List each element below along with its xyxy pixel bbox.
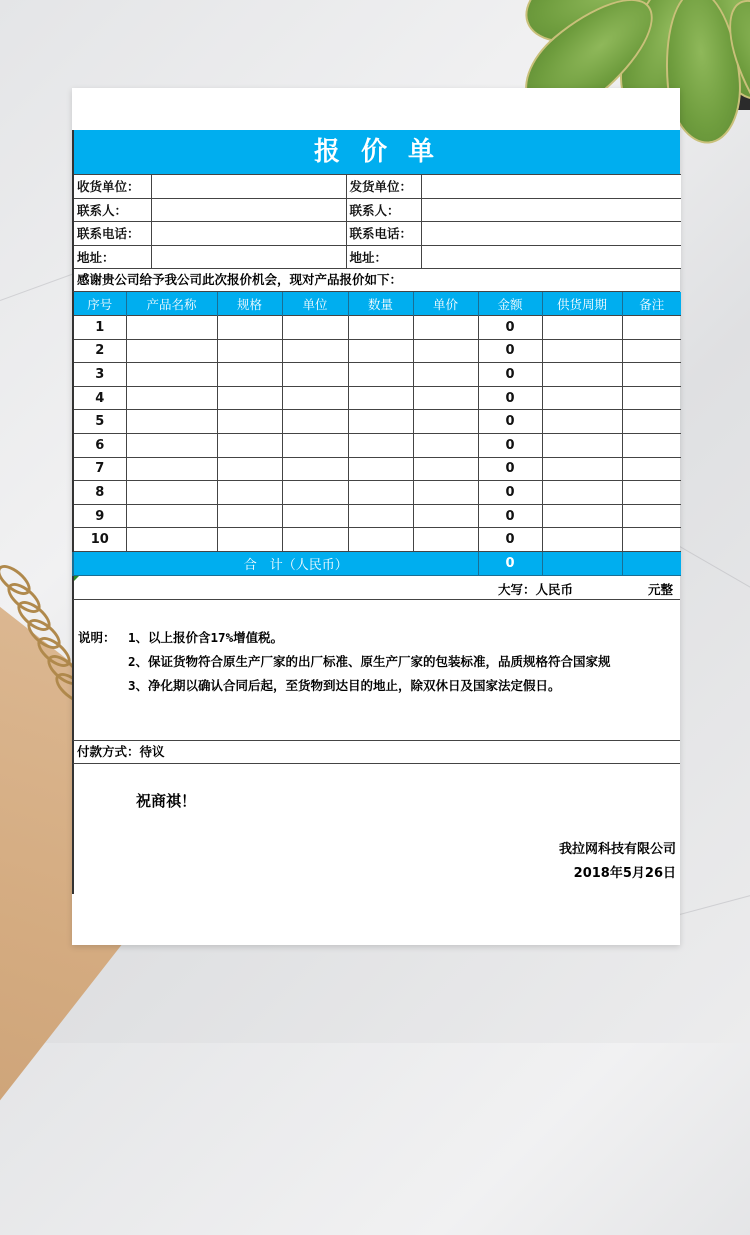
cell-spec[interactable] — [217, 528, 282, 552]
cell-supply-period[interactable] — [542, 481, 622, 505]
cell-unit[interactable] — [282, 528, 348, 552]
cell-index: 3 — [73, 363, 126, 387]
cell-amount: 0 — [478, 316, 542, 340]
notebook-spiral-rings — [0, 570, 80, 730]
cell-comment-marker — [74, 576, 79, 581]
cell-remarks[interactable] — [622, 528, 681, 552]
cell-amount: 0 — [478, 504, 542, 528]
receiver-field[interactable] — [151, 175, 346, 199]
table-row — [73, 457, 681, 481]
cell-unit-price[interactable] — [413, 386, 478, 410]
total-label: 合 计（人民币） — [73, 551, 478, 575]
cell-unit[interactable] — [282, 504, 348, 528]
cell-amount: 0 — [478, 386, 542, 410]
cell-quantity[interactable] — [348, 316, 413, 340]
info-row — [73, 245, 681, 269]
note-item-1: 1、以上报价含17%增值税。 — [128, 629, 284, 645]
cell-spec[interactable] — [217, 316, 282, 340]
cell-spec[interactable] — [217, 481, 282, 505]
col-header-amount: 金额 — [478, 292, 542, 316]
col-header-quantity: 数量 — [348, 292, 413, 316]
cell-unit[interactable] — [282, 339, 348, 363]
cell-index: 1 — [73, 316, 126, 340]
quotation-items-table — [72, 292, 681, 576]
cell-amount: 0 — [478, 528, 542, 552]
greeting: 祝商祺！ — [136, 791, 197, 810]
notes-label: 说明： — [78, 629, 116, 645]
cell-unit[interactable] — [282, 457, 348, 481]
cell-quantity[interactable] — [348, 481, 413, 505]
cell-unit-price[interactable] — [413, 363, 478, 387]
table-row — [73, 481, 681, 505]
cell-remarks[interactable] — [622, 339, 681, 363]
col-header-unit: 单位 — [282, 292, 348, 316]
cell-amount: 0 — [478, 410, 542, 434]
table-row — [73, 386, 681, 410]
cell-remarks[interactable] — [622, 386, 681, 410]
table-row — [73, 433, 681, 457]
cell-index: 2 — [73, 339, 126, 363]
col-header-unit-price: 单价 — [413, 292, 478, 316]
total-remarks-cell — [622, 551, 681, 575]
sender-label: 发货单位： — [346, 175, 421, 199]
cell-spec[interactable] — [217, 457, 282, 481]
total-supply-period-cell — [542, 551, 622, 575]
cell-index: 4 — [73, 386, 126, 410]
amount-in-words-row — [72, 576, 680, 600]
cell-supply-period[interactable] — [542, 504, 622, 528]
cell-supply-period[interactable] — [542, 528, 622, 552]
cell-unit[interactable] — [282, 316, 348, 340]
col-header-index: 序号 — [73, 292, 126, 316]
cell-product-name[interactable] — [126, 433, 217, 457]
receiver-address-label: 地址： — [73, 245, 151, 269]
cell-product-name[interactable] — [126, 386, 217, 410]
receiver-address-field[interactable] — [151, 245, 346, 269]
cell-spec[interactable] — [217, 386, 282, 410]
table-row — [73, 339, 681, 363]
sender-address-label: 地址： — [346, 245, 421, 269]
cell-quantity[interactable] — [348, 386, 413, 410]
cell-spec[interactable] — [217, 339, 282, 363]
cell-supply-period[interactable] — [542, 433, 622, 457]
cell-quantity[interactable] — [348, 410, 413, 434]
cell-product-name[interactable] — [126, 504, 217, 528]
cell-unit-price[interactable] — [413, 504, 478, 528]
cell-product-name[interactable] — [126, 339, 217, 363]
table-row — [73, 504, 681, 528]
table-header-row — [73, 292, 681, 316]
cell-quantity[interactable] — [348, 363, 413, 387]
table-body — [73, 316, 681, 552]
cell-unit-price[interactable] — [413, 528, 478, 552]
cell-unit-price[interactable] — [413, 316, 478, 340]
party-info-table — [72, 174, 681, 269]
sender-address-field[interactable] — [421, 245, 681, 269]
info-row — [73, 222, 681, 246]
table-row — [73, 528, 681, 552]
quote-date: 2018年5月26日 — [573, 865, 676, 881]
amount-in-words-suffix: 元整 — [648, 581, 674, 597]
note-item-2: 2、保证货物符合原生产厂家的出厂标准、原生产厂家的包装标准，品质规格符合国家规 — [128, 653, 611, 669]
cell-unit-price[interactable] — [413, 433, 478, 457]
cell-product-name[interactable] — [126, 528, 217, 552]
cell-unit[interactable] — [282, 363, 348, 387]
company-name: 我拉网科技有限公司 — [558, 841, 676, 857]
cell-quantity[interactable] — [348, 528, 413, 552]
cell-quantity[interactable] — [348, 339, 413, 363]
cell-spec[interactable] — [217, 410, 282, 434]
receiver-contact-field[interactable] — [151, 198, 346, 222]
cell-index: 9 — [73, 504, 126, 528]
cell-product-name[interactable] — [126, 316, 217, 340]
quotation-sheet — [72, 130, 680, 894]
cell-amount: 0 — [478, 457, 542, 481]
cell-remarks[interactable] — [622, 433, 681, 457]
table-row — [73, 316, 681, 340]
payment-terms: 付款方式：待议 — [72, 741, 680, 764]
cell-unit[interactable] — [282, 481, 348, 505]
cell-quantity[interactable] — [348, 433, 413, 457]
cell-supply-period[interactable] — [542, 339, 622, 363]
sender-field[interactable] — [421, 175, 681, 199]
table-row — [73, 410, 681, 434]
cell-remarks[interactable] — [622, 363, 681, 387]
cell-remarks[interactable] — [622, 316, 681, 340]
col-header-supply-period: 供货周期 — [542, 292, 622, 316]
col-header-product-name: 产品名称 — [126, 292, 217, 316]
total-amount: 0 — [478, 551, 542, 575]
cell-quantity[interactable] — [348, 457, 413, 481]
intro-text: 感谢贵公司给予我公司此次报价机会，现对产品报价如下： — [72, 269, 680, 292]
receiver-contact-label: 联系人： — [73, 198, 151, 222]
cell-amount: 0 — [478, 481, 542, 505]
cell-remarks[interactable] — [622, 481, 681, 505]
cell-index: 8 — [73, 481, 126, 505]
cell-amount: 0 — [478, 433, 542, 457]
document-title: 报 价 单 — [72, 130, 680, 174]
receiver-label: 收货单位： — [73, 175, 151, 199]
cell-supply-period[interactable] — [542, 457, 622, 481]
cell-supply-period[interactable] — [542, 363, 622, 387]
cell-spec[interactable] — [217, 504, 282, 528]
amount-in-words-label: 大写：人民币 — [498, 581, 574, 597]
info-row — [73, 198, 681, 222]
cell-unit[interactable] — [282, 433, 348, 457]
cell-product-name[interactable] — [126, 457, 217, 481]
sender-phone-field[interactable] — [421, 222, 681, 246]
table-row — [73, 363, 681, 387]
receiver-phone-label: 联系电话： — [73, 222, 151, 246]
cell-unit-price[interactable] — [413, 339, 478, 363]
cell-spec[interactable] — [217, 433, 282, 457]
cell-supply-period[interactable] — [542, 386, 622, 410]
cell-unit-price[interactable] — [413, 481, 478, 505]
cell-amount: 0 — [478, 339, 542, 363]
note-item-3: 3、净化期以确认合同后起，至货物到达目的地止，除双休日及国家法定假日。 — [128, 677, 561, 693]
cell-index: 7 — [73, 457, 126, 481]
cell-remarks[interactable] — [622, 504, 681, 528]
col-header-remarks: 备注 — [622, 292, 681, 316]
total-row — [73, 551, 681, 575]
cell-remarks[interactable] — [622, 457, 681, 481]
cell-unit[interactable] — [282, 386, 348, 410]
cell-index: 5 — [73, 410, 126, 434]
cell-spec[interactable] — [217, 363, 282, 387]
cell-supply-period[interactable] — [542, 410, 622, 434]
cell-remarks[interactable] — [622, 410, 681, 434]
quotation-paper — [72, 88, 680, 945]
closing-section — [72, 764, 680, 894]
cell-unit-price[interactable] — [413, 457, 478, 481]
cell-unit[interactable] — [282, 410, 348, 434]
cell-quantity[interactable] — [348, 504, 413, 528]
receiver-phone-field[interactable] — [151, 222, 346, 246]
cell-product-name[interactable] — [126, 410, 217, 434]
sender-contact-field[interactable] — [421, 198, 681, 222]
col-header-spec: 规格 — [217, 292, 282, 316]
sender-contact-label: 联系人： — [346, 198, 421, 222]
cell-amount: 0 — [478, 363, 542, 387]
cell-index: 6 — [73, 433, 126, 457]
cell-index: 10 — [73, 528, 126, 552]
cell-supply-period[interactable] — [542, 316, 622, 340]
info-row — [73, 175, 681, 199]
notes-section — [72, 600, 680, 741]
cell-product-name[interactable] — [126, 363, 217, 387]
cell-product-name[interactable] — [126, 481, 217, 505]
sender-phone-label: 联系电话： — [346, 222, 421, 246]
cell-unit-price[interactable] — [413, 410, 478, 434]
